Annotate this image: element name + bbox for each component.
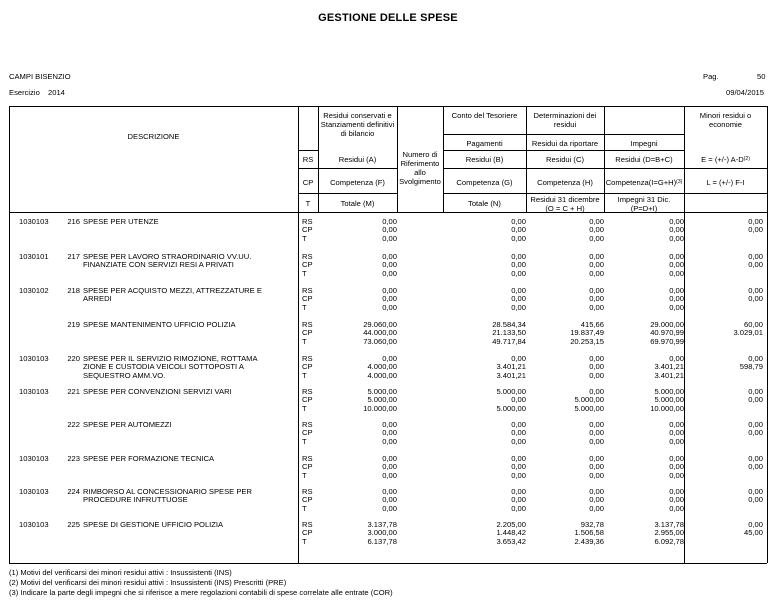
value-col-a: 0,00 [382, 354, 397, 363]
row-code: 1030103 [19, 454, 49, 463]
value-col-b: 0,00 [511, 495, 526, 505]
value-col-d: 0,00 [669, 462, 684, 472]
value-col-e: 0,00 [748, 260, 763, 270]
value-col-a: 0,00 [382, 217, 397, 226]
row-type-t: T [302, 302, 307, 312]
value-col-b: 0,00 [511, 268, 526, 278]
value-col-b: 3.653,42 [496, 536, 526, 546]
row-type-rs: RS [302, 454, 313, 463]
row-type-rs: RS [302, 286, 313, 295]
value-col-d: 3.401,21 [654, 362, 684, 372]
row-number: 222 [67, 420, 80, 429]
header-totale-n: Totale (N) [468, 199, 501, 208]
value-col-c: 0,00 [589, 387, 604, 396]
row-description: SPESE MANTENIMENTO UFFICIO POLIZIA [83, 320, 236, 329]
value-col-c: 0,00 [589, 470, 604, 480]
value-col-e: 0,00 [748, 420, 763, 429]
row-description: SPESE PER IL SERVIZIO RIMOZIONE, ROTTAMA ZIONE E CUSTODIA VEICOLI SOTTOPOSTI A SEQUESTRO AMM.VO. [83, 354, 258, 380]
value-col-b: 0,00 [511, 503, 526, 513]
row-number: 221 [67, 387, 80, 396]
row-number: 220 [67, 354, 80, 363]
row-type-t: T [302, 336, 307, 346]
row-description: SPESE PER AUTOMEZZI [83, 420, 172, 429]
header-pagamenti: Pagamenti [466, 139, 503, 148]
value-col-a: 0,00 [382, 225, 397, 235]
value-col-c: 932,78 [580, 520, 604, 529]
row-code: 1030103 [19, 354, 49, 363]
row-type-rs: RS [302, 520, 313, 529]
row-number: 219 [67, 320, 80, 329]
row-type-cp: CP [302, 362, 313, 372]
value-col-e: 0,00 [748, 252, 763, 261]
value-col-c: 0,00 [589, 217, 604, 226]
value-col-b: 2.205,00 [496, 520, 526, 529]
value-col-a: 0,00 [382, 470, 397, 480]
row-number: 225 [67, 520, 80, 529]
value-col-b: 21.133,50 [492, 328, 526, 338]
value-col-d: 0,00 [669, 286, 684, 295]
value-col-d: 0,00 [669, 302, 684, 312]
value-col-b: 5.000,00 [496, 403, 526, 413]
header-residui-a: Residui (A) [338, 155, 377, 164]
value-col-c: 0,00 [589, 428, 604, 438]
row-number: 224 [67, 487, 80, 496]
header-impegni-31: Impegni 31 Dic. (P=D+I) [617, 195, 671, 213]
value-col-e: 0,00 [748, 487, 763, 496]
value-col-c: 0,00 [589, 362, 604, 372]
value-col-a: 0,00 [382, 286, 397, 295]
row-type-t: T [302, 403, 307, 413]
value-col-c: 0,00 [589, 370, 604, 380]
value-col-d: 0,00 [669, 294, 684, 304]
value-col-a: 6.137,78 [367, 536, 397, 546]
value-col-e: 0,00 [748, 495, 763, 505]
value-col-c: 0,00 [589, 233, 604, 243]
value-col-d: 69.970,99 [650, 336, 684, 346]
value-col-c: 0,00 [589, 487, 604, 496]
row-type-cp: CP [302, 395, 313, 405]
page-label: Pag. [703, 72, 719, 81]
header-residui-riportare: Residui da riportare [531, 139, 599, 148]
value-col-b: 0,00 [511, 395, 526, 405]
value-col-d: 3.137,78 [654, 520, 684, 529]
value-col-b: 0,00 [511, 420, 526, 429]
page-number: 50 [757, 72, 766, 81]
value-col-c: 19.837,49 [570, 328, 604, 338]
value-col-a: 29.060,00 [363, 320, 397, 329]
row-type-t: T [302, 370, 307, 380]
value-col-d: 0,00 [669, 252, 684, 261]
row-description: SPESE PER UTENZE [83, 217, 159, 226]
value-col-e: 0,00 [748, 286, 763, 295]
value-col-a: 0,00 [382, 260, 397, 270]
value-col-b: 0,00 [511, 436, 526, 446]
row-description: SPESE PER ACQUISTO MEZZI, ATTREZZATURE E ARREDI [83, 286, 262, 304]
value-col-a: 73.060,00 [363, 336, 397, 346]
value-col-a: 0,00 [382, 302, 397, 312]
value-col-a: 0,00 [382, 487, 397, 496]
year-label: Esercizio [9, 88, 40, 97]
value-col-e: 598,79 [739, 362, 763, 372]
row-code: 1030103 [19, 487, 49, 496]
row-type-t: T [302, 470, 307, 480]
value-col-a: 4.000,00 [367, 370, 397, 380]
value-col-a: 44.000,00 [363, 328, 397, 338]
value-col-c: 0,00 [589, 294, 604, 304]
value-col-c: 5.000,00 [574, 403, 604, 413]
value-col-e: 3.029,01 [733, 328, 763, 338]
row-type-cp: CP [302, 225, 313, 235]
header-rs: RS [302, 155, 314, 164]
value-col-b: 0,00 [511, 462, 526, 472]
header-competenza-f: Competenza (F) [330, 178, 385, 187]
value-col-c: 0,00 [589, 260, 604, 270]
value-col-a: 0,00 [382, 252, 397, 261]
row-number: 223 [67, 454, 80, 463]
value-col-d: 0,00 [669, 470, 684, 480]
value-col-c: 0,00 [589, 495, 604, 505]
value-col-e: 0,00 [748, 454, 763, 463]
row-description: SPESE DI GESTIONE UFFICIO POLIZIA [83, 520, 224, 529]
header-impegni: Impegni [630, 139, 658, 148]
row-type-t: T [302, 436, 307, 446]
value-col-e: 0,00 [748, 354, 763, 363]
row-type-rs: RS [302, 487, 313, 496]
value-col-a: 0,00 [382, 462, 397, 472]
value-col-b: 0,00 [511, 286, 526, 295]
row-number: 216 [67, 217, 80, 226]
value-col-b: 5.000,00 [496, 387, 526, 396]
value-col-a: 0,00 [382, 436, 397, 446]
header-l-formula: L = (+/-) F-I [706, 178, 745, 187]
header-minori-residui: Minori residui o economie [699, 111, 752, 129]
value-col-b: 0,00 [511, 260, 526, 270]
row-type-cp: CP [302, 294, 313, 304]
value-col-d: 0,00 [669, 233, 684, 243]
value-col-a: 0,00 [382, 495, 397, 505]
value-col-d: 0,00 [669, 260, 684, 270]
row-type-cp: CP [302, 495, 313, 505]
footnote-3: (3) Indicare la parte degli impegni che si riferisce a mere regolazioni contabili di spese correlate alle entrate (COR) [9, 588, 393, 597]
value-col-c: 2.439,36 [574, 536, 604, 546]
row-type-cp: CP [302, 428, 313, 438]
row-type-t: T [302, 233, 307, 243]
value-col-c: 415,66 [580, 320, 604, 329]
value-col-b: 0,00 [511, 217, 526, 226]
footnote-2: (2) Motivi del verificarsi dei minori residui attivi : Insussistenti (INS) Prescritti (PRE) [9, 578, 287, 587]
row-type-t: T [302, 268, 307, 278]
value-col-b: 0,00 [511, 487, 526, 496]
row-code: 1030101 [19, 252, 49, 261]
value-col-e: 0,00 [748, 462, 763, 472]
value-col-e: 0,00 [748, 428, 763, 438]
header-competenza-h: Competenza (H) [537, 178, 593, 187]
value-col-b: 0,00 [511, 454, 526, 463]
entity-name: CAMPI BISENZIO [9, 72, 71, 81]
value-col-d: 3.401,21 [654, 370, 684, 380]
value-col-b: 0,00 [511, 233, 526, 243]
header-competenza-i: Competenza(I=G+H)$^{(3)}$ [605, 178, 683, 187]
row-type-cp: CP [302, 462, 313, 472]
value-col-c: 0,00 [589, 252, 604, 261]
value-col-e: 0,00 [748, 395, 763, 405]
value-col-b: 3.401,21 [496, 370, 526, 380]
header-totale-m: Totale (M) [340, 199, 375, 208]
value-col-d: 5.000,00 [654, 387, 684, 396]
value-col-d: 0,00 [669, 454, 684, 463]
header-residui-b-row: Competenza (G) [456, 178, 513, 187]
value-col-e: 60,00 [743, 320, 763, 329]
value-col-d: 40.970,99 [650, 328, 684, 338]
row-code: 1030103 [19, 520, 49, 529]
row-type-cp: CP [302, 260, 313, 270]
value-col-a: 3.137,78 [367, 520, 397, 529]
value-col-d: 0,00 [669, 436, 684, 446]
value-col-c: 0,00 [589, 503, 604, 513]
value-col-a: 0,00 [382, 420, 397, 429]
value-col-c: 0,00 [589, 286, 604, 295]
value-col-c: 0,00 [589, 420, 604, 429]
value-col-b: 0,00 [511, 225, 526, 235]
value-col-b: 0,00 [511, 294, 526, 304]
value-col-d: 29.000,00 [650, 320, 684, 329]
row-type-rs: RS [302, 354, 313, 363]
value-col-a: 0,00 [382, 268, 397, 278]
value-col-c: 1.506,58 [574, 528, 604, 538]
value-col-b: 28.584,34 [492, 320, 526, 329]
header-descrizione: DESCRIZIONE [127, 132, 180, 141]
value-col-d: 0,00 [669, 420, 684, 429]
header-residui-c: Residui (C) [546, 155, 584, 164]
row-number: 217 [67, 252, 80, 261]
report-title: GESTIONE DELLE SPESE [318, 12, 458, 24]
value-col-d: 2.955,00 [654, 528, 684, 538]
header-residui-b: Residui (B) [465, 155, 504, 164]
value-col-e: 45,00 [743, 528, 763, 538]
value-col-d: 0,00 [669, 225, 684, 235]
row-type-rs: RS [302, 320, 313, 329]
row-description: SPESE PER CONVENZIONI SERVIZI VARI [83, 387, 232, 396]
row-code: 1030103 [19, 387, 49, 396]
value-col-e: 0,00 [748, 217, 763, 226]
value-col-b: 0,00 [511, 470, 526, 480]
footnote-1: (1) Motivi del verificarsi dei minori residui attivi : Insussistenti (INS) [9, 568, 232, 577]
value-col-b: 0,00 [511, 428, 526, 438]
value-col-e: 0,00 [748, 225, 763, 235]
value-col-c: 0,00 [589, 302, 604, 312]
value-col-d: 0,00 [669, 495, 684, 505]
value-col-d: 0,00 [669, 268, 684, 278]
header-residui-31: Residui 31 dicembre (O = C + H) [530, 195, 600, 213]
value-col-c: 0,00 [589, 462, 604, 472]
value-col-a: 0,00 [382, 503, 397, 513]
value-col-a: 10.000,00 [363, 403, 397, 413]
value-col-e: 0,00 [748, 520, 763, 529]
header-cp: CP [302, 178, 314, 187]
value-col-a: 0,00 [382, 294, 397, 304]
value-col-b: 0,00 [511, 354, 526, 363]
row-type-rs: RS [302, 217, 313, 226]
value-col-d: 0,00 [669, 217, 684, 226]
header-determinazione: Determinazioni dei residui [533, 111, 597, 129]
header-numero-riferimento: Numero di Riferimento allo Svolgimento [399, 150, 441, 186]
header-residui-d: Residui (D=B+C) [615, 155, 673, 164]
report-date: 09/04/2015 [726, 88, 765, 97]
value-col-a: 0,00 [382, 428, 397, 438]
row-description: SPESE PER LAVORO STRAORDINARIO VV.UU. FINANZIATE CON SERVIZI RESI A PRIVATI [83, 252, 252, 270]
value-col-c: 0,00 [589, 454, 604, 463]
value-col-a: 4.000,00 [367, 362, 397, 372]
value-col-d: 5.000,00 [654, 395, 684, 405]
value-col-e: 0,00 [748, 387, 763, 396]
row-type-rs: RS [302, 252, 313, 261]
value-col-a: 0,00 [382, 454, 397, 463]
row-type-t: T [302, 536, 307, 546]
value-col-b: 3.401,21 [496, 362, 526, 372]
value-col-b: 49.717,84 [492, 336, 526, 346]
year-value: 2014 [48, 88, 65, 97]
value-col-a: 0,00 [382, 233, 397, 243]
row-type-cp: CP [302, 528, 313, 538]
value-col-d: 0,00 [669, 487, 684, 496]
row-number: 218 [67, 286, 80, 295]
value-col-b: 0,00 [511, 302, 526, 312]
value-col-c: 0,00 [589, 436, 604, 446]
value-col-d: 0,00 [669, 354, 684, 363]
row-code: 1030103 [19, 217, 49, 226]
value-col-a: 5.000,00 [367, 395, 397, 405]
value-col-d: 6.092,78 [654, 536, 684, 546]
row-type-cp: CP [302, 328, 313, 338]
value-col-c: 0,00 [589, 225, 604, 235]
value-col-b: 0,00 [511, 252, 526, 261]
row-description: RIMBORSO AL CONCESSIONARIO SPESE PER PROCEDURE INFRUTTUOSE [83, 487, 252, 505]
value-col-c: 0,00 [589, 354, 604, 363]
header-t: T [305, 199, 311, 208]
row-type-rs: RS [302, 387, 313, 396]
value-col-d: 10.000,00 [650, 403, 684, 413]
header-residui-conservati: Residui conservati e Stanziamenti definitivi di bilancio [320, 111, 395, 138]
value-col-d: 0,00 [669, 428, 684, 438]
value-col-d: 0,00 [669, 503, 684, 513]
value-col-c: 0,00 [589, 268, 604, 278]
value-col-b: 1.448,42 [496, 528, 526, 538]
row-type-rs: RS [302, 420, 313, 429]
value-col-a: 3.000,00 [367, 528, 397, 538]
header-e-formula: E = (+/-) $A-D^{(2)}$ [701, 155, 750, 164]
value-col-e: 0,00 [748, 294, 763, 304]
row-type-t: T [302, 503, 307, 513]
value-col-c: 20.253,15 [570, 336, 604, 346]
row-code: 1030102 [19, 286, 49, 295]
header-conto-tesoriere: Conto del Tesoriere [451, 111, 518, 120]
value-col-a: 5.000,00 [367, 387, 397, 396]
value-col-c: 5.000,00 [574, 395, 604, 405]
row-description: SPESE PER FORMAZIONE TECNICA [83, 454, 215, 463]
